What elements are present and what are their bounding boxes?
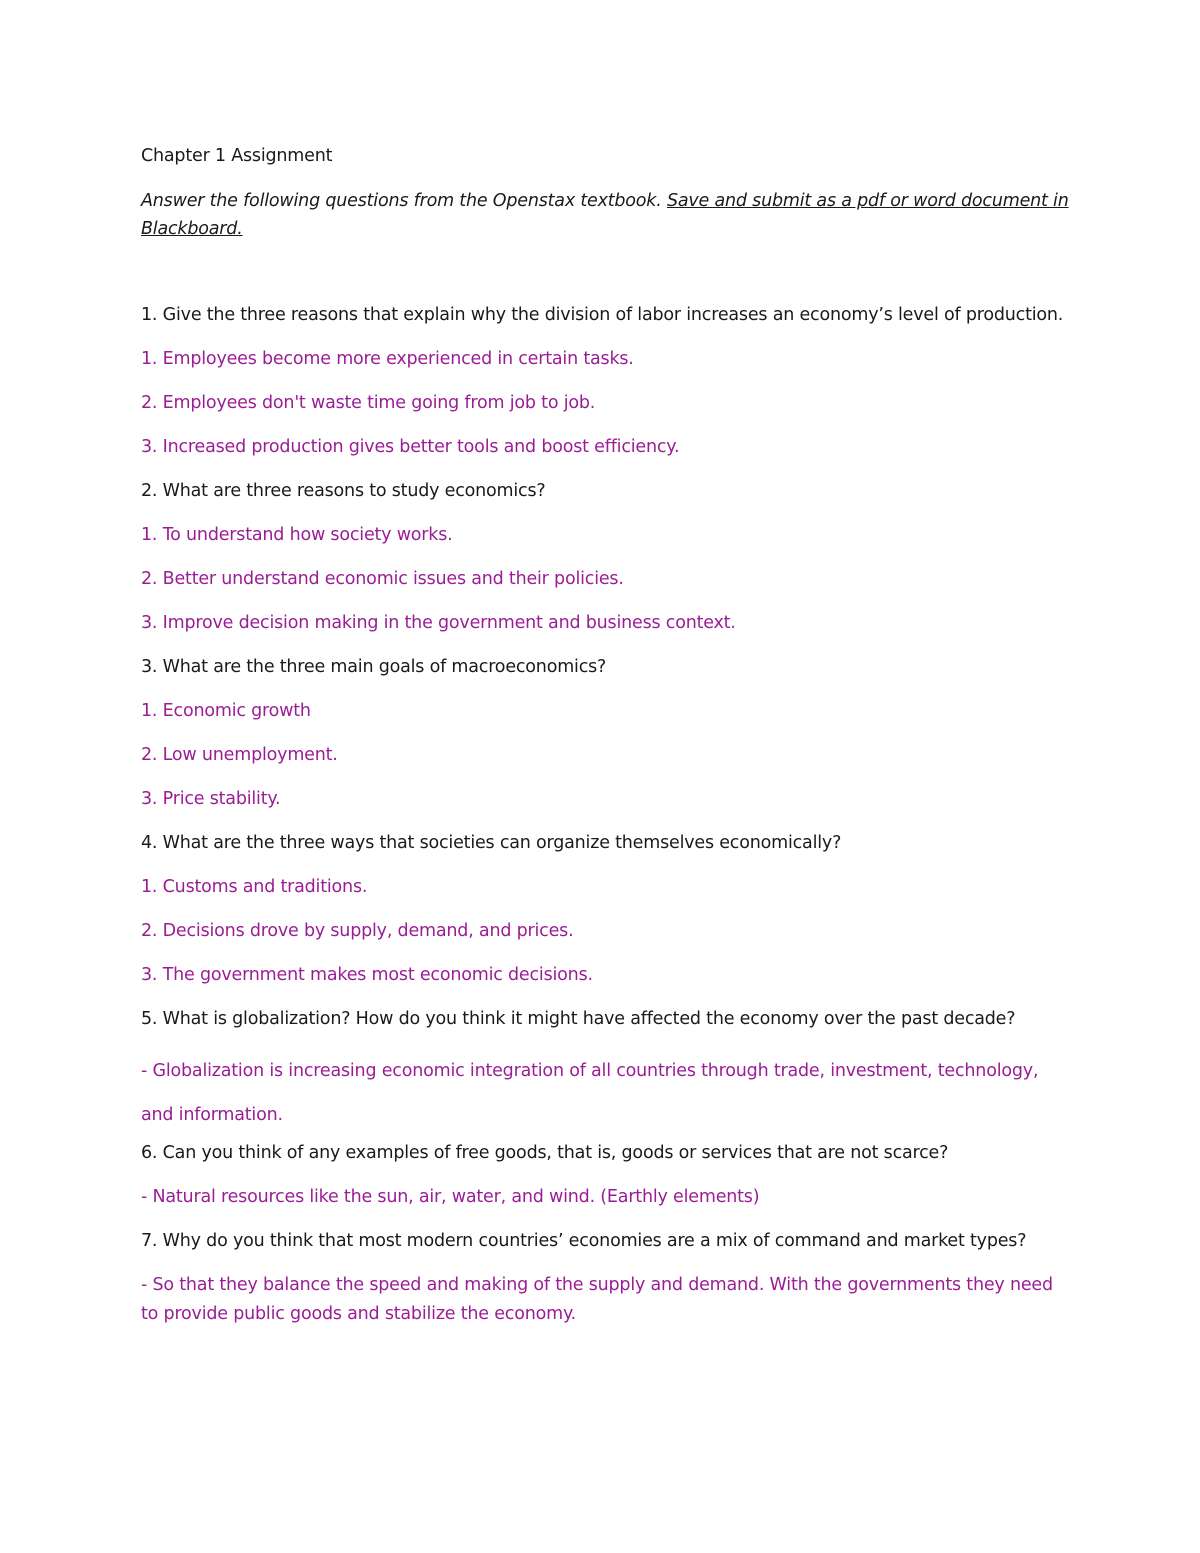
document-body xyxy=(141,143,1071,1345)
instructions-text: Answer the following questions from the Openstax textbook. xyxy=(141,191,667,211)
answer-4-1: 1. Customs and traditions. xyxy=(141,877,368,897)
instructions-submission-note: Save and submit as a pdf or word document in Blackboard. xyxy=(141,191,1069,239)
question-5: 5. What is globalization? How do you think it might have affected the economy over the past decade? xyxy=(141,1009,1016,1029)
answer-2-3: 3. Improve decision making in the government and business context. xyxy=(141,613,736,633)
answer-1-2: 2. Employees don't waste time going from job to job. xyxy=(141,393,596,413)
answer-5-1: - Globalization is increasing economic integration of all countries through trade, investment, technology, and information. xyxy=(141,1061,1039,1125)
answer-7-1: - So that they balance the speed and making of the supply and demand. With the governments they need to provide public goods and stabilize the economy. xyxy=(141,1275,1053,1324)
answer-2-2: 2. Better understand economic issues and their policies. xyxy=(141,569,624,589)
answer-6-1: - Natural resources like the sun, air, water, and wind. (Earthly elements) xyxy=(141,1187,760,1207)
question-1: 1. Give the three reasons that explain why the division of labor increases an economy’s level of production. xyxy=(141,305,1064,325)
question-2: 2. What are three reasons to study economics? xyxy=(141,481,546,501)
answer-3-1: 1. Economic growth xyxy=(141,701,311,721)
question-6: 6. Can you think of any examples of free goods, that is, goods or services that are not scarce? xyxy=(141,1143,949,1163)
question-3: 3. What are the three main goals of macroeconomics? xyxy=(141,657,607,677)
question-7: 7. Why do you think that most modern countries’ economies are a mix of command and market types? xyxy=(141,1231,1027,1251)
answer-2-1: 1. To understand how society works. xyxy=(141,525,453,545)
answer-4-2: 2. Decisions drove by supply, demand, and prices. xyxy=(141,921,574,941)
document-title: Chapter 1 Assignment xyxy=(141,146,333,166)
answer-3-2: 2. Low unemployment. xyxy=(141,745,338,765)
answer-4-3: 3. The government makes most economic decisions. xyxy=(141,965,593,985)
question-list xyxy=(141,301,1071,1329)
assignment-instructions xyxy=(141,187,1071,243)
answer-1-3: 3. Increased production gives better tools and boost efficiency. xyxy=(141,437,680,457)
question-4: 4. What are the three ways that societies can organize themselves economically? xyxy=(141,833,842,853)
answer-3-3: 3. Price stability. xyxy=(141,789,281,809)
answer-1-1: 1. Employees become more experienced in certain tasks. xyxy=(141,349,634,369)
